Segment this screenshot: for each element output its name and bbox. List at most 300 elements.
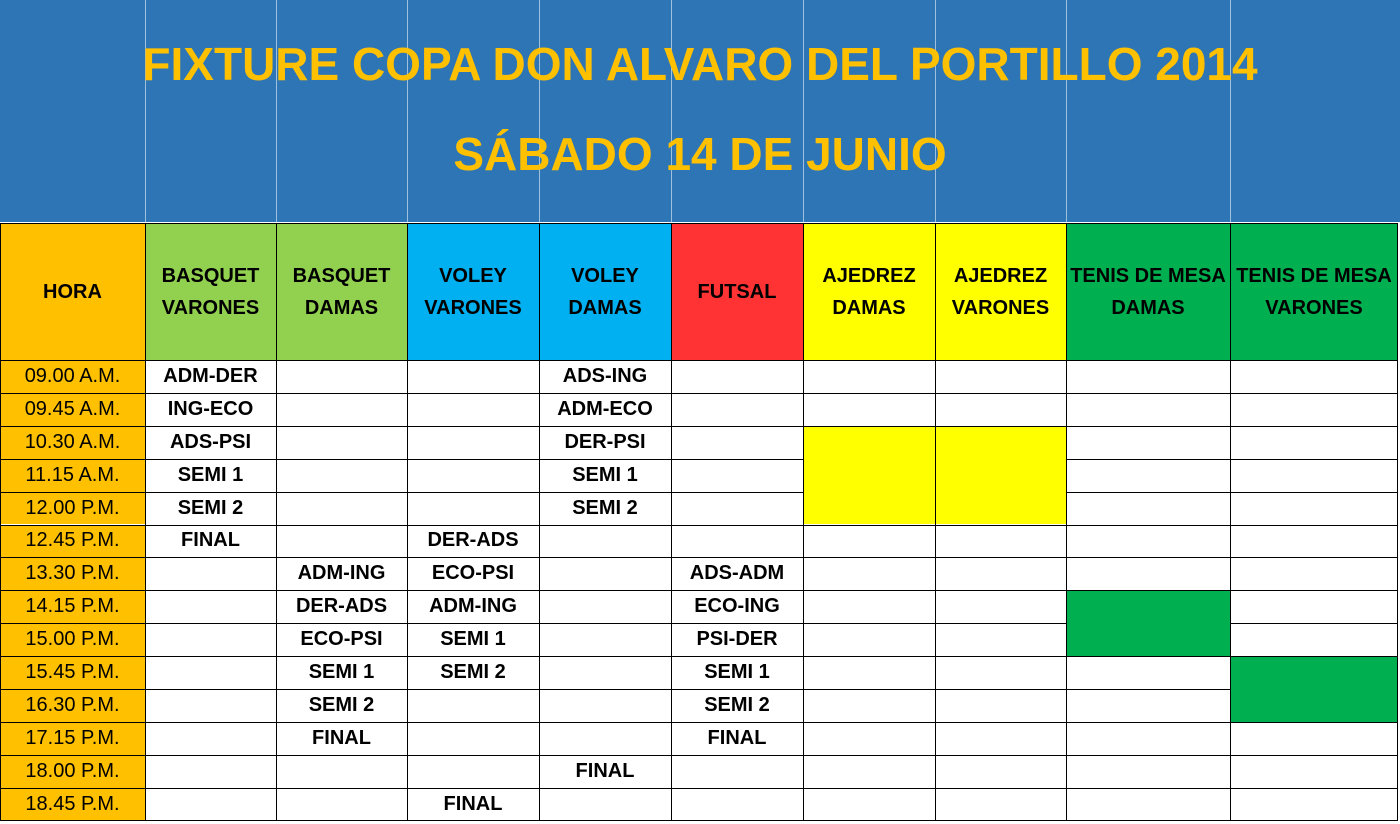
match-cell — [407, 360, 539, 393]
match-cell — [276, 755, 407, 788]
match-cell — [1066, 590, 1230, 623]
grid-line-horizontal — [539, 788, 671, 789]
title-grid-line — [1230, 0, 1231, 222]
match-cell — [671, 788, 803, 821]
match-cell: SEMI 1 — [407, 623, 539, 656]
grid-line-vertical — [1230, 223, 1231, 821]
match-cell — [803, 656, 935, 689]
match-cell: ADM-DER — [145, 360, 276, 393]
grid-line-horizontal — [935, 788, 1066, 789]
match-cell — [539, 590, 671, 623]
match-cell — [935, 755, 1066, 788]
match-cell — [145, 689, 276, 722]
match-cell: SEMI 1 — [145, 459, 276, 492]
title-grid-line — [276, 0, 277, 222]
grid-line-horizontal — [1230, 820, 1398, 821]
grid-line-horizontal — [671, 722, 803, 723]
grid-line-horizontal — [803, 393, 935, 394]
match-cell — [1230, 426, 1398, 459]
grid-line-horizontal — [1230, 393, 1398, 394]
match-cell — [935, 788, 1066, 821]
header-tenis-de-mesa-damas: TENIS DE MESA DAMAS — [1066, 223, 1230, 360]
match-cell — [1230, 788, 1398, 821]
grid-line-horizontal — [803, 623, 935, 624]
title-grid-line — [1066, 0, 1067, 222]
match-cell — [145, 557, 276, 590]
grid-line-horizontal — [1230, 590, 1398, 591]
match-cell — [539, 656, 671, 689]
match-cell — [145, 623, 276, 656]
match-cell — [803, 393, 935, 426]
match-cell: ING-ECO — [145, 393, 276, 426]
title-line-2: SÁBADO 14 DE JUNIO — [453, 128, 947, 180]
grid-line-horizontal — [276, 623, 407, 624]
grid-line-horizontal — [276, 492, 407, 493]
hora-cell: 11.15 A.M. — [0, 459, 145, 492]
header-ajedrez-varones: AJEDREZ VARONES — [935, 223, 1066, 360]
match-cell — [671, 492, 803, 525]
grid-line-horizontal — [671, 557, 803, 558]
match-cell — [1230, 492, 1398, 525]
match-cell — [935, 525, 1066, 558]
match-cell — [276, 426, 407, 459]
grid-line-horizontal — [0, 223, 1398, 224]
match-cell — [1230, 590, 1398, 623]
grid-line-horizontal — [671, 492, 803, 493]
title-grid-line — [407, 0, 408, 222]
match-cell — [539, 557, 671, 590]
grid-line-horizontal — [407, 722, 539, 723]
header-futsal: FUTSAL — [671, 223, 803, 360]
match-cell — [407, 492, 539, 525]
match-cell — [803, 557, 935, 590]
match-cell — [145, 656, 276, 689]
match-cell — [935, 623, 1066, 656]
header-basquet-damas: BASQUET DAMAS — [276, 223, 407, 360]
grid-line-horizontal — [0, 492, 145, 493]
match-cell — [671, 360, 803, 393]
title-line-1: FIXTURE COPA DON ALVARO DEL PORTILLO 2014 — [142, 38, 1258, 90]
match-cell — [276, 360, 407, 393]
grid-line-horizontal — [407, 525, 539, 526]
match-cell — [803, 590, 935, 623]
grid-line-horizontal — [276, 426, 407, 427]
grid-line-horizontal — [1066, 656, 1230, 657]
match-cell — [671, 525, 803, 558]
grid-line-horizontal — [1066, 755, 1230, 756]
match-cell: SEMI 1 — [276, 656, 407, 689]
grid-line-horizontal — [0, 459, 145, 460]
grid-line-vertical — [0, 223, 1, 821]
match-cell — [276, 788, 407, 821]
match-cell: DER-ADS — [407, 525, 539, 558]
grid-line-horizontal — [0, 590, 145, 591]
grid-line-horizontal — [671, 656, 803, 657]
grid-line-horizontal — [1066, 525, 1230, 526]
match-cell — [1230, 623, 1398, 656]
grid-line-horizontal — [276, 689, 407, 690]
match-cell: PSI-DER — [671, 623, 803, 656]
title-grid-line — [935, 0, 936, 222]
grid-line-horizontal — [145, 820, 276, 821]
grid-line-vertical — [671, 223, 672, 821]
grid-line-horizontal — [935, 426, 1066, 427]
match-cell — [276, 492, 407, 525]
grid-line-horizontal — [671, 590, 803, 591]
grid-line-horizontal — [276, 722, 407, 723]
match-cell — [803, 459, 935, 492]
grid-line-horizontal — [145, 426, 276, 427]
grid-line-horizontal — [539, 426, 671, 427]
grid-line-horizontal — [276, 459, 407, 460]
match-cell — [1230, 459, 1398, 492]
match-cell — [1066, 360, 1230, 393]
grid-line-horizontal — [0, 656, 145, 657]
match-cell: DER-PSI — [539, 426, 671, 459]
hora-cell: 18.45 P.M. — [0, 788, 145, 821]
match-cell: SEMI 2 — [145, 492, 276, 525]
match-cell: FINAL — [671, 722, 803, 755]
grid-line-horizontal — [276, 788, 407, 789]
match-cell — [803, 525, 935, 558]
grid-line-horizontal — [935, 557, 1066, 558]
grid-line-horizontal — [803, 755, 935, 756]
hora-cell: 14.15 P.M. — [0, 590, 145, 623]
grid-line-horizontal — [803, 689, 935, 690]
match-cell — [803, 426, 935, 459]
hora-cell: 18.00 P.M. — [0, 755, 145, 788]
grid-line-horizontal — [407, 393, 539, 394]
grid-line-horizontal — [539, 459, 671, 460]
match-cell — [539, 623, 671, 656]
grid-line-horizontal — [671, 820, 803, 821]
grid-line-horizontal — [407, 788, 539, 789]
grid-line-vertical — [407, 223, 408, 821]
grid-line-horizontal — [407, 623, 539, 624]
grid-line-horizontal — [1066, 590, 1230, 591]
hora-cell: 12.00 P.M. — [0, 492, 145, 525]
match-cell — [539, 722, 671, 755]
match-cell — [145, 590, 276, 623]
grid-line-vertical — [276, 223, 277, 821]
match-cell — [935, 689, 1066, 722]
match-cell — [145, 788, 276, 821]
match-cell — [1230, 525, 1398, 558]
match-cell — [1230, 755, 1398, 788]
grid-line-horizontal — [1066, 426, 1230, 427]
grid-line-horizontal — [276, 557, 407, 558]
hora-cell: 12.45 P.M. — [0, 525, 145, 558]
grid-line-horizontal — [145, 722, 276, 723]
grid-line-horizontal — [1066, 459, 1230, 460]
match-cell — [407, 755, 539, 788]
grid-line-vertical — [539, 223, 540, 821]
match-cell — [407, 689, 539, 722]
grid-line-horizontal — [539, 492, 671, 493]
match-cell — [1230, 393, 1398, 426]
grid-line-horizontal — [539, 689, 671, 690]
grid-line-horizontal — [0, 525, 145, 526]
grid-line-horizontal — [1230, 492, 1398, 493]
grid-line-horizontal — [407, 820, 539, 821]
match-cell — [539, 788, 671, 821]
hora-cell: 15.45 P.M. — [0, 656, 145, 689]
match-cell — [407, 393, 539, 426]
hora-cell: 09.45 A.M. — [0, 393, 145, 426]
grid-line-horizontal — [671, 623, 803, 624]
grid-line-horizontal — [935, 525, 1066, 526]
match-cell — [539, 525, 671, 558]
grid-line-horizontal — [671, 755, 803, 756]
grid-line-horizontal — [935, 393, 1066, 394]
grid-line-horizontal — [1230, 623, 1398, 624]
match-cell — [1066, 525, 1230, 558]
grid-line-horizontal — [407, 755, 539, 756]
grid-line-horizontal — [276, 656, 407, 657]
match-cell — [1066, 656, 1230, 689]
grid-line-horizontal — [0, 623, 145, 624]
grid-line-horizontal — [0, 689, 145, 690]
match-cell: SEMI 2 — [407, 656, 539, 689]
title-grid-line — [539, 0, 540, 222]
grid-line-horizontal — [1230, 788, 1398, 789]
grid-line-horizontal — [803, 525, 935, 526]
grid-line-horizontal — [407, 557, 539, 558]
header-ajedrez-damas: AJEDREZ DAMAS — [803, 223, 935, 360]
grid-line-horizontal — [145, 623, 276, 624]
match-cell: ECO-ING — [671, 590, 803, 623]
grid-line-vertical — [1066, 223, 1067, 821]
grid-line-horizontal — [539, 623, 671, 624]
match-cell — [276, 459, 407, 492]
grid-line-horizontal — [1066, 722, 1230, 723]
match-cell — [539, 689, 671, 722]
grid-line-horizontal — [1066, 557, 1230, 558]
match-cell: FINAL — [407, 788, 539, 821]
grid-line-horizontal — [1230, 722, 1398, 723]
grid-line-horizontal — [407, 426, 539, 427]
grid-line-horizontal — [1066, 788, 1230, 789]
grid-line-horizontal — [539, 820, 671, 821]
grid-line-horizontal — [276, 393, 407, 394]
header-hora: HORA — [0, 223, 145, 360]
grid-line-horizontal — [539, 722, 671, 723]
match-cell: ADM-ING — [276, 557, 407, 590]
grid-line-horizontal — [1230, 525, 1398, 526]
grid-line-horizontal — [0, 360, 1398, 361]
match-cell — [935, 393, 1066, 426]
grid-line-horizontal — [935, 722, 1066, 723]
match-cell — [407, 459, 539, 492]
hora-cell: 10.30 A.M. — [0, 426, 145, 459]
grid-line-horizontal — [145, 689, 276, 690]
match-cell — [407, 426, 539, 459]
grid-line-horizontal — [145, 557, 276, 558]
grid-line-horizontal — [803, 590, 935, 591]
match-cell — [1230, 656, 1398, 689]
grid-line-horizontal — [407, 590, 539, 591]
match-cell — [935, 459, 1066, 492]
match-cell — [1066, 557, 1230, 590]
match-cell — [1066, 459, 1230, 492]
match-cell — [1066, 722, 1230, 755]
grid-line-horizontal — [1230, 459, 1398, 460]
grid-line-horizontal — [1066, 689, 1230, 690]
grid-line-horizontal — [935, 755, 1066, 756]
grid-line-horizontal — [935, 656, 1066, 657]
match-cell — [1066, 755, 1230, 788]
match-cell — [803, 755, 935, 788]
match-cell — [1230, 360, 1398, 393]
hora-cell: 17.15 P.M. — [0, 722, 145, 755]
match-cell: ADM-ECO — [539, 393, 671, 426]
grid-line-horizontal — [276, 755, 407, 756]
grid-line-vertical — [1397, 223, 1398, 821]
match-cell: SEMI 1 — [671, 656, 803, 689]
match-cell — [276, 393, 407, 426]
match-cell — [935, 656, 1066, 689]
match-cell — [671, 426, 803, 459]
match-cell — [1066, 426, 1230, 459]
grid-line-horizontal — [803, 788, 935, 789]
grid-line-horizontal — [0, 557, 145, 558]
grid-line-vertical — [145, 223, 146, 821]
match-cell: FINAL — [539, 755, 671, 788]
grid-line-horizontal — [407, 689, 539, 690]
match-cell — [803, 722, 935, 755]
match-cell — [1066, 788, 1230, 821]
match-cell — [1066, 689, 1230, 722]
grid-line-horizontal — [539, 656, 671, 657]
match-cell — [671, 459, 803, 492]
grid-line-horizontal — [145, 755, 276, 756]
header-voley-varones: VOLEY VARONES — [407, 223, 539, 360]
header-voley-damas: VOLEY DAMAS — [539, 223, 671, 360]
grid-line-horizontal — [145, 525, 276, 526]
grid-line-horizontal — [803, 820, 935, 821]
grid-line-horizontal — [671, 426, 803, 427]
match-cell: SEMI 1 — [539, 459, 671, 492]
match-cell — [671, 393, 803, 426]
match-cell — [803, 360, 935, 393]
match-cell — [803, 623, 935, 656]
grid-line-horizontal — [407, 656, 539, 657]
grid-line-horizontal — [1066, 492, 1230, 493]
grid-line-horizontal — [1230, 426, 1398, 427]
grid-line-horizontal — [803, 557, 935, 558]
grid-line-horizontal — [0, 820, 145, 821]
match-cell — [671, 755, 803, 788]
header-basquet-varones: BASQUET VARONES — [145, 223, 276, 360]
grid-line-horizontal — [145, 492, 276, 493]
match-cell: SEMI 2 — [276, 689, 407, 722]
match-cell — [935, 557, 1066, 590]
grid-line-horizontal — [539, 525, 671, 526]
header-tenis-de-mesa-varones: TENIS DE MESA VARONES — [1230, 223, 1398, 360]
match-cell — [935, 360, 1066, 393]
match-cell: ADS-ING — [539, 360, 671, 393]
grid-line-horizontal — [539, 393, 671, 394]
grid-line-horizontal — [145, 393, 276, 394]
match-cell — [1230, 689, 1398, 722]
grid-line-horizontal — [539, 755, 671, 756]
grid-line-horizontal — [0, 722, 145, 723]
grid-line-horizontal — [935, 689, 1066, 690]
grid-line-horizontal — [671, 393, 803, 394]
match-cell — [1066, 492, 1230, 525]
grid-line-horizontal — [671, 525, 803, 526]
match-cell — [1066, 393, 1230, 426]
match-cell: ECO-PSI — [407, 557, 539, 590]
hora-cell: 13.30 P.M. — [0, 557, 145, 590]
title-banner — [0, 0, 1400, 222]
match-cell: ADS-ADM — [671, 557, 803, 590]
grid-line-horizontal — [1066, 820, 1230, 821]
grid-line-horizontal — [803, 722, 935, 723]
grid-line-horizontal — [145, 656, 276, 657]
match-cell — [803, 689, 935, 722]
match-cell: ADS-PSI — [145, 426, 276, 459]
grid-line-horizontal — [145, 459, 276, 460]
grid-line-horizontal — [1230, 755, 1398, 756]
match-cell: FINAL — [145, 525, 276, 558]
match-cell — [935, 590, 1066, 623]
grid-line-horizontal — [0, 788, 145, 789]
grid-line-horizontal — [935, 820, 1066, 821]
grid-line-vertical — [803, 223, 804, 821]
grid-line-horizontal — [276, 820, 407, 821]
grid-line-horizontal — [0, 755, 145, 756]
grid-line-horizontal — [803, 656, 935, 657]
grid-line-horizontal — [671, 788, 803, 789]
grid-line-horizontal — [407, 459, 539, 460]
match-cell — [407, 722, 539, 755]
grid-line-horizontal — [407, 492, 539, 493]
grid-line-horizontal — [145, 590, 276, 591]
grid-line-horizontal — [803, 426, 935, 427]
title-grid-line — [145, 0, 146, 222]
match-cell: ECO-PSI — [276, 623, 407, 656]
match-cell — [145, 722, 276, 755]
title-grid-line — [803, 0, 804, 222]
grid-line-horizontal — [671, 689, 803, 690]
match-cell: SEMI 2 — [671, 689, 803, 722]
match-cell — [1230, 722, 1398, 755]
grid-line-horizontal — [1230, 557, 1398, 558]
match-cell: FINAL — [276, 722, 407, 755]
grid-line-horizontal — [145, 788, 276, 789]
grid-line-horizontal — [1230, 656, 1398, 657]
hora-cell: 09.00 A.M. — [0, 360, 145, 393]
match-cell — [935, 722, 1066, 755]
match-cell — [803, 492, 935, 525]
grid-line-horizontal — [671, 459, 803, 460]
match-cell — [1230, 557, 1398, 590]
grid-line-horizontal — [935, 590, 1066, 591]
title-grid-line — [671, 0, 672, 222]
match-cell: SEMI 2 — [539, 492, 671, 525]
match-cell — [145, 755, 276, 788]
grid-line-horizontal — [1066, 393, 1230, 394]
match-cell — [803, 788, 935, 821]
grid-line-horizontal — [0, 426, 145, 427]
hora-cell: 15.00 P.M. — [0, 623, 145, 656]
hora-cell: 16.30 P.M. — [0, 689, 145, 722]
match-cell — [935, 426, 1066, 459]
grid-line-horizontal — [935, 623, 1066, 624]
grid-line-vertical — [935, 223, 936, 821]
grid-line-horizontal — [0, 393, 145, 394]
